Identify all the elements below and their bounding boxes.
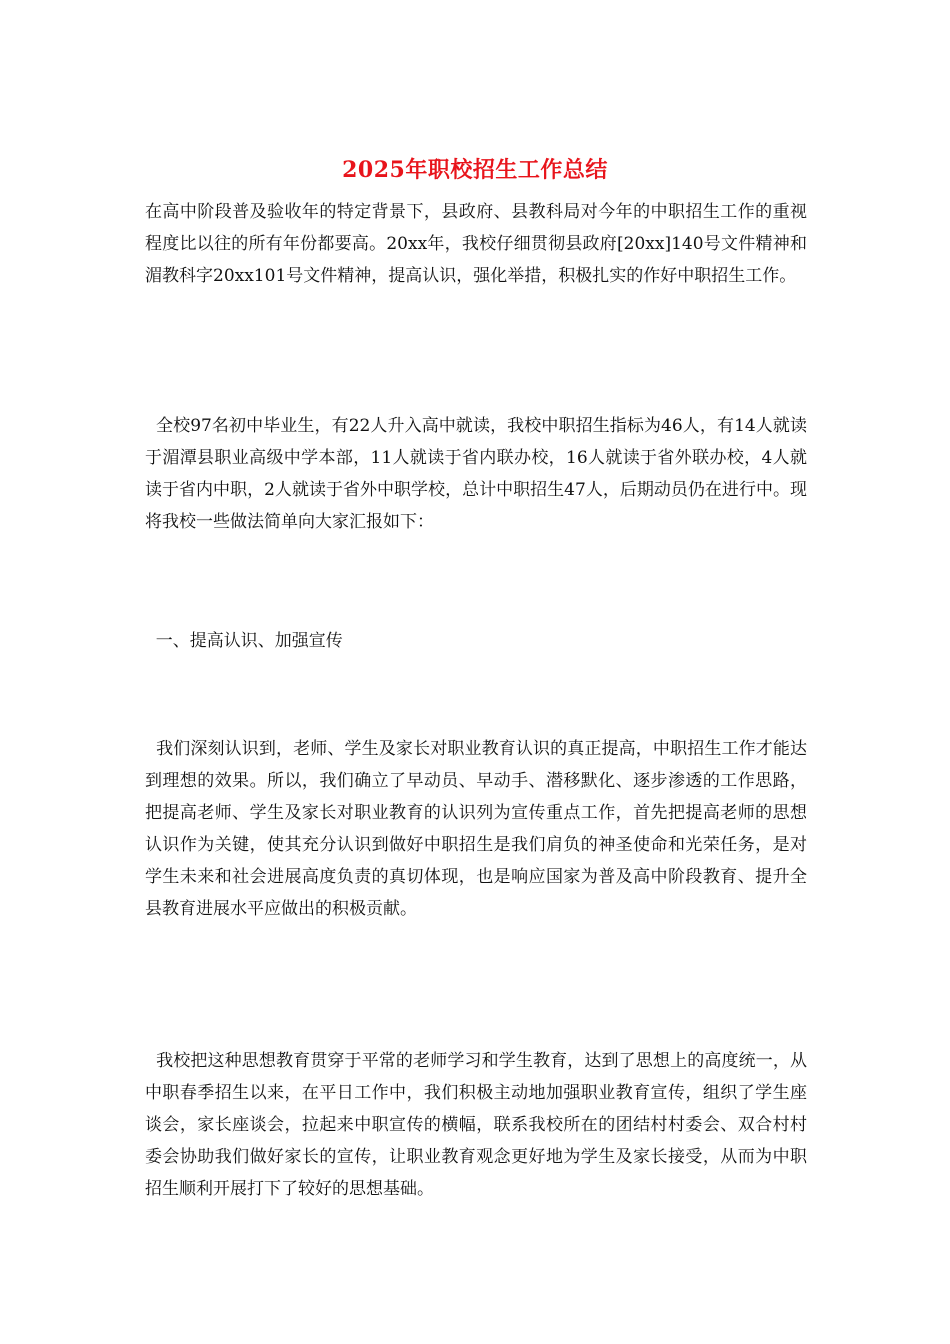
paragraph-enrollment-stats: 全校97名初中毕业生，有22人升入高中就读，我校中职招生指标为46人，有14人就读于湄潭县职业高级中学本部，11人就读于省内联办校，16人就读于省外联办校，4人就读于省内中职，2人就读于省外中职学校，总计中职招生47人，后期动员仍在进行中。现将我校一些做法简单向大家汇报如下： (145, 416, 807, 532)
paragraph-education-practice: 我校把这种思想教育贯穿于平常的老师学习和学生教育，达到了思想上的高度统一，从中职春季招生以来，在平日工作中，我们积极主动地加强职业教育宣传，组织了学生座谈会，家长座谈会，拉起来中职宣传的横幅，联系我校所在的团结村村委会、双合村村委会协助我们做好家长的宣传，让职业教育观念更好地为学生及家长接受，从而为中职招生顺利开展打下了较好的思想基础。 (145, 1051, 807, 1199)
paragraph-background: 在高中阶段普及验收年的特定背景下，县政府、县教科局对今年的中职招生工作的重视程度比以往的所有年份都要高。20xx年，我校仔细贯彻县政府[20xx]140号文件精神和湄教科字20xx101号文件精神，提高认识，强化举措，积极扎实的作好中职招生工作。 (145, 202, 807, 286)
paragraph-awareness: 我们深刻认识到，老师、学生及家长对职业教育认识的真正提高，中职招生工作才能达到理想的效果。所以，我们确立了早动员、早动手、潜移默化、逐步渗透的工作思路，把提高老师、学生及家长对职业教育的认识列为宣传重点工作，首先把提高老师的思想认识作为关键，使其充分认识到做好中职招生是我们肩负的神圣使命和光荣任务，是对学生未来和社会进展高度负责的真切体现，也是响应国家为普及高中阶段教育、提升全县教育进展水平应做出的积极贡献。 (145, 739, 807, 919)
section-heading-1: 一、提高认识、加强宣传 (145, 631, 343, 651)
document-title: 2025年职校招生工作总结 (342, 157, 608, 183)
